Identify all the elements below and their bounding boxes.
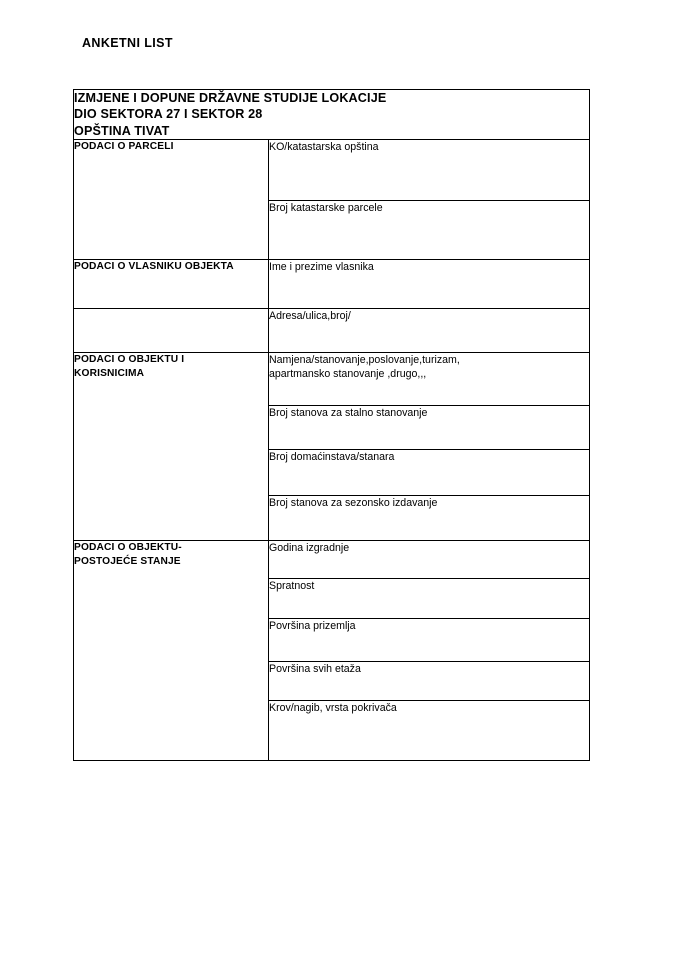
table-row	[74, 353, 590, 406]
section-label-parcela	[74, 140, 269, 260]
field-caption-krov: Krov/nagib, vrsta pokrivača	[269, 702, 397, 715]
field-caption-stalno: Broj stanova za stalno stanovanje	[269, 407, 428, 420]
section-label-objekat-postojece	[74, 541, 269, 761]
field-caption-broj-parcele: Broj katastarske parcele	[269, 202, 383, 215]
field-cell-broj-stanova-sezonsko[interactable]	[269, 496, 590, 541]
field-caption-namjena-line-2: apartmansko stanovanje ,drugo,,,	[269, 368, 427, 381]
table-row	[74, 140, 590, 201]
form-header-line-1: IZMJENE I DOPUNE DRŽAVNE STUDIJE LOKACIJE	[74, 91, 387, 105]
section-label-objekat-postojece-line-2: POSTOJEĆE STANJE	[74, 555, 181, 567]
field-cell-povrsina-prizemlja[interactable]	[269, 619, 590, 662]
field-cell-ko-katastarska-opstina[interactable]	[269, 140, 590, 201]
field-cell-godina-izgradnje[interactable]	[269, 541, 590, 579]
field-caption-godina: Godina izgradnje	[269, 542, 350, 555]
form-header-banner	[74, 90, 590, 140]
survey-form-table	[73, 89, 590, 761]
section-label-parcela-text: PODACI O PARCELI	[74, 141, 174, 153]
field-cell-namjena[interactable]	[269, 353, 590, 406]
field-cell-spratnost[interactable]	[269, 579, 590, 619]
form-header-line-2: DIO SEKTORA 27 I SEKTOR 28	[74, 107, 263, 122]
field-caption-ko: KO/katastarska opština	[269, 141, 379, 154]
field-caption-namjena-line-1: Namjena/stanovanje,poslovanje,turizam,	[269, 354, 460, 367]
field-caption-sezonsko: Broj stanova za sezonsko izdavanje	[269, 497, 438, 510]
table-row-header	[74, 90, 590, 140]
field-caption-povrsina-etaza: Površina svih etaža	[269, 663, 361, 676]
field-cell-ime-i-prezime-vlasnika[interactable]	[269, 260, 590, 309]
field-caption-povrsina-prizemlja: Površina prizemlja	[269, 620, 356, 633]
page-title: ANKETNI LIST	[82, 36, 173, 50]
table-row	[74, 541, 590, 579]
field-cell-broj-katastarske-parcele[interactable]	[269, 201, 590, 260]
field-cell-krov-nagib[interactable]	[269, 701, 590, 761]
field-cell-broj-domacinstava[interactable]	[269, 450, 590, 496]
section-label-objekat-korisnici	[74, 353, 269, 541]
field-caption-adresa: Adresa/ulica,broj/	[269, 310, 351, 323]
field-cell-broj-stanova-stalno[interactable]	[269, 406, 590, 450]
form-header-line-3: OPŠTINA TIVAT	[74, 123, 170, 138]
section-label-objekat-korisnici-line-1: PODACI O OBJEKTU I	[74, 354, 185, 366]
table-row	[74, 260, 590, 309]
field-caption-ime: Ime i prezime vlasnika	[269, 261, 374, 274]
table-row	[74, 309, 590, 353]
section-label-vlasnik-text: PODACI O VLASNIKU OBJEKTA	[74, 261, 234, 273]
section-label-vlasnik	[74, 260, 269, 309]
field-cell-povrsina-svih-etaza[interactable]	[269, 662, 590, 701]
field-caption-spratnost: Spratnost	[269, 580, 315, 593]
field-cell-adresa[interactable]	[269, 309, 590, 353]
section-label-empty-adresa	[74, 309, 269, 353]
field-caption-domacinstva: Broj domaćinstava/stanara	[269, 451, 395, 464]
section-label-objekat-postojece-line-1: PODACI O OBJEKTU-	[74, 542, 182, 554]
section-label-objekat-korisnici-line-2: KORISNICIMA	[74, 367, 145, 379]
